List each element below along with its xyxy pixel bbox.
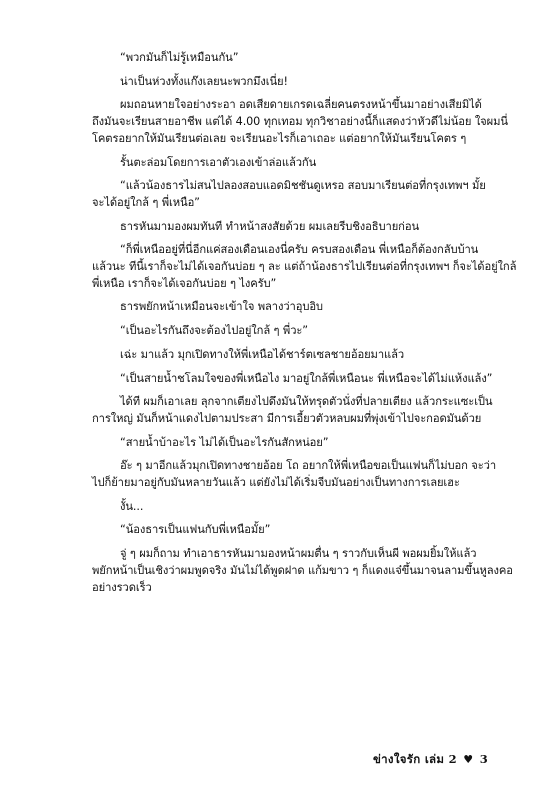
paragraph [92,347,502,364]
paragraph [92,50,502,67]
paragraph [92,435,502,452]
book-title: ข่างใจรัก เล่ม 2 [372,752,457,766]
text-line: ธารพยักหน้าเหมือนจะเข้าใจ พลางว่าอุบอิบ [120,300,323,314]
text-line: ธารหันมามองผมทันที ทำหน้าสงสัยด้วย ผมเลยรีบชิงอธิบายก่อน [120,219,419,233]
heart-icon: ♥ [463,753,474,766]
paragraph [92,97,508,147]
text-line: งั้น... [120,499,144,513]
paragraph [92,178,502,211]
text-line: ไปก็ย้ายมาอยู่กับมันหลายวันแล้ว แต่ยังไม่ได้เริ่มจีบมันอย่างเป็นทางการเลยเฮะ [92,476,460,490]
text-line: น่าเป็นห่วงทั้งแก๊งเลยนะพวกมึงเนี่ย! [120,74,288,88]
paragraph [92,242,517,292]
text-line: โคตรอยากให้มันเรียนต่อเลย จะเรียนอะไรก็เอาเถอะ แต่อยากให้มันเรียนโคตร ๆ [92,131,467,145]
text-line: พี่เหนือ เราก็จะได้เจอกันบ่อย ๆ ไงครับ” [92,276,277,290]
text-line: อย่างรวดเร็ว [92,580,152,594]
text-line: จู่ ๆ ผมก็ถาม ทำเอาธารหันมามองหน้าผมตื่น ๆ ราวกับเห็นผี พอผมยิ้มให้แล้ว [120,547,477,561]
paragraph [92,74,502,91]
text-line: แล้วนะ ทีนี้เราก็จะไม่ได้เจอกันบ่อย ๆ ละ แต่ถ้าน้องธารไปเรียนต่อที่กรุงเทพฯ ก็จะได้อยู่ใกล้ [92,260,517,274]
paragraph [92,394,502,427]
text-line: “พวกมันก็ไม่รู้เหมือนกัน” [120,51,239,64]
text-line: “น้องธารเป็นแฟนกับพี่เหนือมั้ย” [120,523,271,537]
story-text [92,50,517,596]
paragraph [92,458,502,491]
text-line: “แล้วน้องธารไม่สนไปลองสอบแอดมิชชันดูเหรอ สอบมาเรียนต่อที่กรุงเทพฯ มั้ย [120,179,486,193]
page-footer [373,751,488,769]
paragraph [92,522,502,539]
text-line: ผมถอนหายใจอย่างระอา อดเสียดายเกรดเฉลี่ยคนตรงหน้าขึ้นมาอย่างเสียมิได้ [120,98,482,112]
text-line: “เป็นอะไรกันถึงจะต้องไปอยู่ใกล้ ๆ พี่วะ” [120,324,308,338]
text-line: อ๊ะ ๆ มาอีกแล้วมุกเปิดทางชายอ้อย โถ อยากให้พี่เหนือขอเป็นแฟนก็ไม่บอก จะว่า [120,459,497,473]
text-line: การใหญ่ มันก็หน้าแดงไปตามประสา มีการเอี้ยวตัวหลบผมที่พุ่งเข้าไปจะกอดมันด้วย [92,411,482,425]
page-number: 3 [479,752,488,766]
text-line: จะได้อยู่ใกล้ ๆ พี่เหนือ” [92,195,200,209]
paragraph [92,371,502,388]
text-line: เฉ่ะ มาแล้ว มุกเปิดทางให้พี่เหนือได้ชาร์ตเซลชายอ้อยมาแล้ว [120,347,405,361]
paragraph [92,299,502,316]
text-line: “เป็นสายน้ำชโลมใจของพี่เหนือไง มาอยู่ใกล้พี่เหนือนะ พี่เหนือจะได้ไม่แห้งแล้ง” [120,371,493,385]
paragraph [92,155,502,172]
text-line: “สายน้ำบ้าอะไร ไม่ได้เป็นอะไรกันสักหน่อย” [120,435,329,449]
paragraph [92,323,502,340]
text-line: พยักหน้าเป็นเชิงว่าผมพูดจริง มันไม่ได้พูดฝาด แก้มขาว ๆ ก็แดงแจ๋ขึ้นมาจนลามขึ้นหูลงคอ [92,563,513,577]
paragraph [92,219,502,236]
text-line: รั้นตะล่อมโดยการเอาตัวเองเข้าล่อแล้วกัน [120,155,317,169]
paragraph [92,546,513,596]
text-line: “ก็พี่เหนืออยู่ที่นี่อีกแค่สองเดือนเองนี่ครับ ครบสองเดือน พี่เหนือก็ต้องกลับบ้าน [120,243,479,257]
text-line: ถึงมันจะเรียนสายอาชีพ แต่ได้ 4.00 ทุกเทอม ทุกวิชาอย่างนี้ก็แสดงว่าหัวดีไม่น้อย ใจผมนี่ [92,115,508,129]
text-line: ได้ที ผมก็เอาเลย ลุกจากเตียงไปดึงมันให้ทรุดตัวนั่งที่ปลายเตียง แล้วกระแซะเป็น [120,395,493,409]
paragraph [92,499,502,516]
